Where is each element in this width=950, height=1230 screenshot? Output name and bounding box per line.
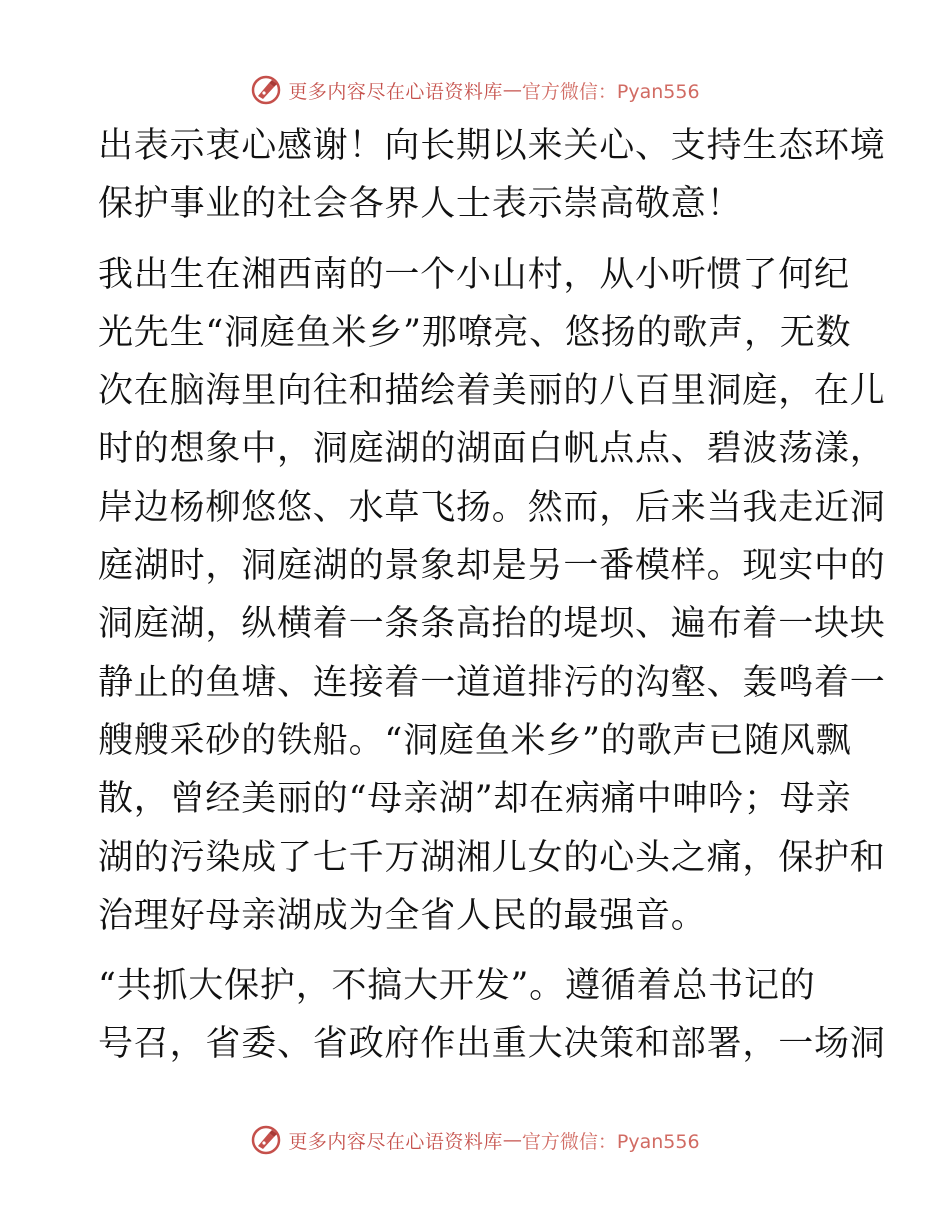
text-line: 次在脑海里向往和描绘着美丽的八百里洞庭，在儿 [98, 371, 886, 412]
text-line: 洞庭湖，纵横着一条条高抬的堤坝、遍布着一块块 [98, 604, 886, 645]
paragraph [98, 957, 886, 1074]
banner-title: 更多内容尽在心语资料库 [288, 1130, 503, 1153]
text-line: “共抓大保护，不搞大开发”。遵循着总书记的 [98, 966, 816, 1007]
text-line: 庭湖时，洞庭湖的景象却是另一番模样。现实中的 [98, 546, 886, 587]
footer-banner [0, 1122, 950, 1158]
text-line: 我出生在湘西南的一个小山村，从小听惯了何纪 [98, 254, 850, 295]
header-banner [0, 72, 950, 108]
text-line: 艘艘采砂的铁船。“洞庭鱼米乡”的歌声已随风飘 [98, 720, 852, 761]
text-line: 保护事业的社会各界人士表示崇高敬意！ [98, 184, 743, 225]
text-line: 岸边杨柳悠悠、水草飞扬。然而，后来当我走近洞 [98, 487, 886, 528]
banner-separator: — [502, 1129, 522, 1151]
banner-contact: 官方微信：Pyan556 [521, 80, 700, 103]
pen-nib-circle-icon [250, 1124, 282, 1156]
banner-contact: 官方微信：Pyan556 [521, 1130, 700, 1153]
text-line: 出表示衷心感谢！向长期以来关心、支持生态环境 [98, 126, 886, 166]
paragraph [98, 117, 886, 234]
banner-title: 更多内容尽在心语资料库 [288, 80, 503, 103]
text-line: 散，曾经美丽的“母亲湖”却在病痛中呻吟；母亲 [98, 779, 852, 820]
paragraph [98, 246, 886, 946]
text-line: 光先生“洞庭鱼米乡”那嘹亮、悠扬的歌声，无数 [98, 312, 852, 353]
text-line: 湖的污染成了七千万湖湘儿女的心头之痛，保护和 [98, 837, 886, 878]
text-line: 治理好母亲湖成为全省人民的最强音。 [98, 895, 707, 936]
text-line: 静止的鱼塘、连接着一道道排污的沟壑、轰鸣着一 [98, 662, 886, 703]
banner-separator: — [502, 79, 522, 101]
text-line: 号召，省委、省政府作出重大决策和部署，一场洞 [98, 1024, 886, 1065]
document-body [98, 117, 886, 1074]
pen-nib-circle-icon [250, 74, 282, 106]
text-line: 时的想象中，洞庭湖的湖面白帆点点、碧波荡漾， [98, 429, 886, 470]
